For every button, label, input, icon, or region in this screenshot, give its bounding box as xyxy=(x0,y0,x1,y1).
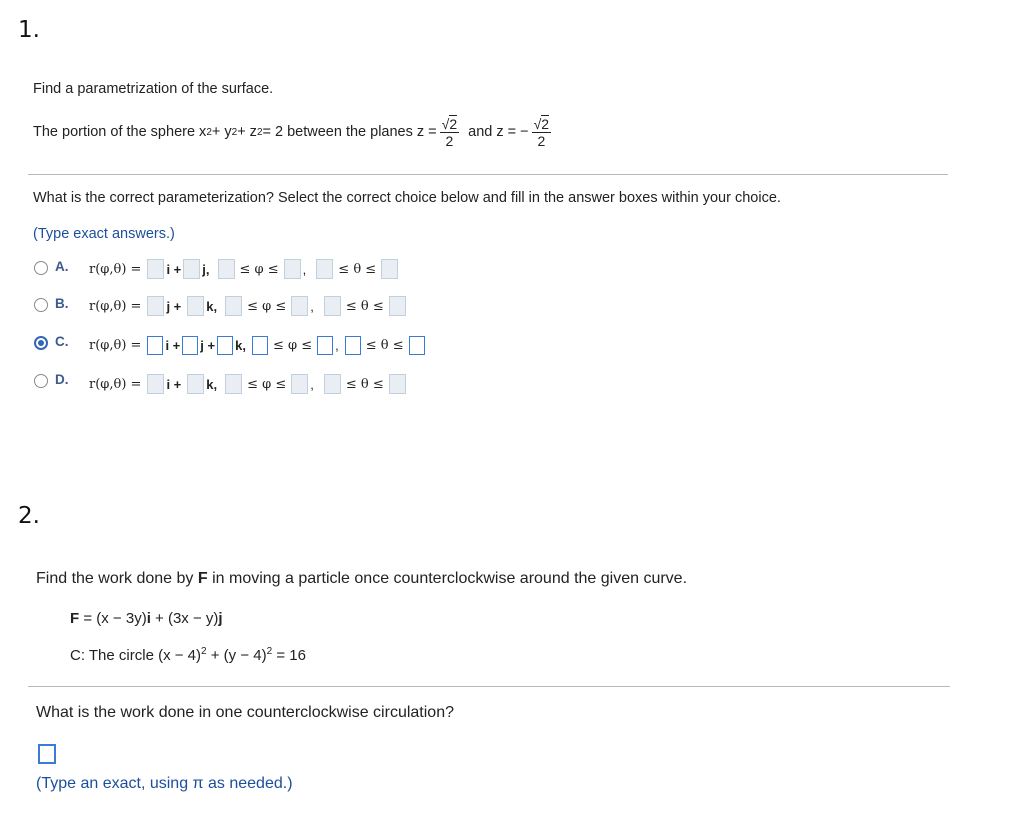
answer-box[interactable] xyxy=(345,336,361,355)
option-a-row: r(φ,θ) = i + j, ≤ φ ≤ , ≤ θ ≤ xyxy=(89,258,400,280)
curve-definition: C: The circle $(x - 4)^2 + (y - 4)^2 = 16$ xyxy=(70,646,306,664)
answer-box[interactable] xyxy=(147,259,164,279)
answer-box[interactable] xyxy=(409,336,425,355)
hint-text: (Type exact answers.) xyxy=(33,226,175,242)
answer-input-box[interactable] xyxy=(38,744,56,764)
question-number: 2. xyxy=(18,503,40,529)
answer-box[interactable] xyxy=(225,296,242,316)
answer-box[interactable] xyxy=(147,296,164,316)
option-c-row: r(φ,θ) = i + j + k, ≤ φ ≤ , ≤ θ ≤ xyxy=(89,334,427,356)
answer-box[interactable] xyxy=(183,259,200,279)
option-letter-d: D. xyxy=(55,372,69,387)
instruction-text: Find the work done by F in moving a particle once counterclockwise around the given curve. xyxy=(36,570,688,587)
fraction-sqrt2-over-2-neg: $\frac{√2}{2}$ xyxy=(533,115,550,149)
hint-text: (Type an exact, using π as needed.) xyxy=(36,775,293,792)
answer-box[interactable] xyxy=(324,374,341,394)
fraction-sqrt2-over-2: $\frac{√2}{2}$ xyxy=(441,115,458,149)
radio-option-c-selected[interactable] xyxy=(34,336,48,350)
answer-box[interactable] xyxy=(389,296,406,316)
answer-box[interactable] xyxy=(389,374,406,394)
option-d-row: r(φ,θ) = i + k, ≤ φ ≤ , ≤ θ ≤ xyxy=(89,373,408,395)
answer-box[interactable] xyxy=(324,296,341,316)
answer-box[interactable] xyxy=(225,374,242,394)
answer-box[interactable] xyxy=(316,259,333,279)
radio-option-a[interactable] xyxy=(34,261,48,275)
answer-box[interactable] xyxy=(147,336,163,355)
answer-box[interactable] xyxy=(182,336,198,355)
radio-option-b[interactable] xyxy=(34,298,48,312)
answer-box[interactable] xyxy=(252,336,268,355)
option-letter-b: B. xyxy=(55,296,69,311)
answer-box[interactable] xyxy=(187,374,204,394)
question-text: What is the correct parameterization? Select the correct choice below and fill in the answer boxes within your choice. xyxy=(33,190,781,206)
question-text: What is the work done in one counterclockwise circulation? xyxy=(36,704,454,721)
answer-box[interactable] xyxy=(147,374,164,394)
option-b-row: r(φ,θ) = j + k, ≤ φ ≤ , ≤ θ ≤ xyxy=(89,295,408,317)
answer-box[interactable] xyxy=(291,296,308,316)
answer-box[interactable] xyxy=(381,259,398,279)
radio-option-d[interactable] xyxy=(34,374,48,388)
option-letter-a: A. xyxy=(55,259,69,274)
answer-box[interactable] xyxy=(284,259,301,279)
question-number: 1. xyxy=(18,17,40,43)
option-letter-c: C. xyxy=(55,334,69,349)
divider xyxy=(28,686,950,687)
problem-statement: The portion of the sphere x 2 + y 2 + z 2 = 2 between the planes z = $\frac{√2}{2}$ and z = − $\frac{√2}{2}$ xyxy=(33,115,550,149)
answer-box[interactable] xyxy=(217,336,233,355)
answer-box[interactable] xyxy=(187,296,204,316)
answer-box[interactable] xyxy=(291,374,308,394)
answer-box[interactable] xyxy=(218,259,235,279)
instruction-text: Find a parametrization of the surface. xyxy=(33,81,274,97)
vector-field: F = (x − 3y)i + (3x − y)j xyxy=(70,610,223,627)
answer-box[interactable] xyxy=(317,336,333,355)
divider xyxy=(28,174,948,175)
